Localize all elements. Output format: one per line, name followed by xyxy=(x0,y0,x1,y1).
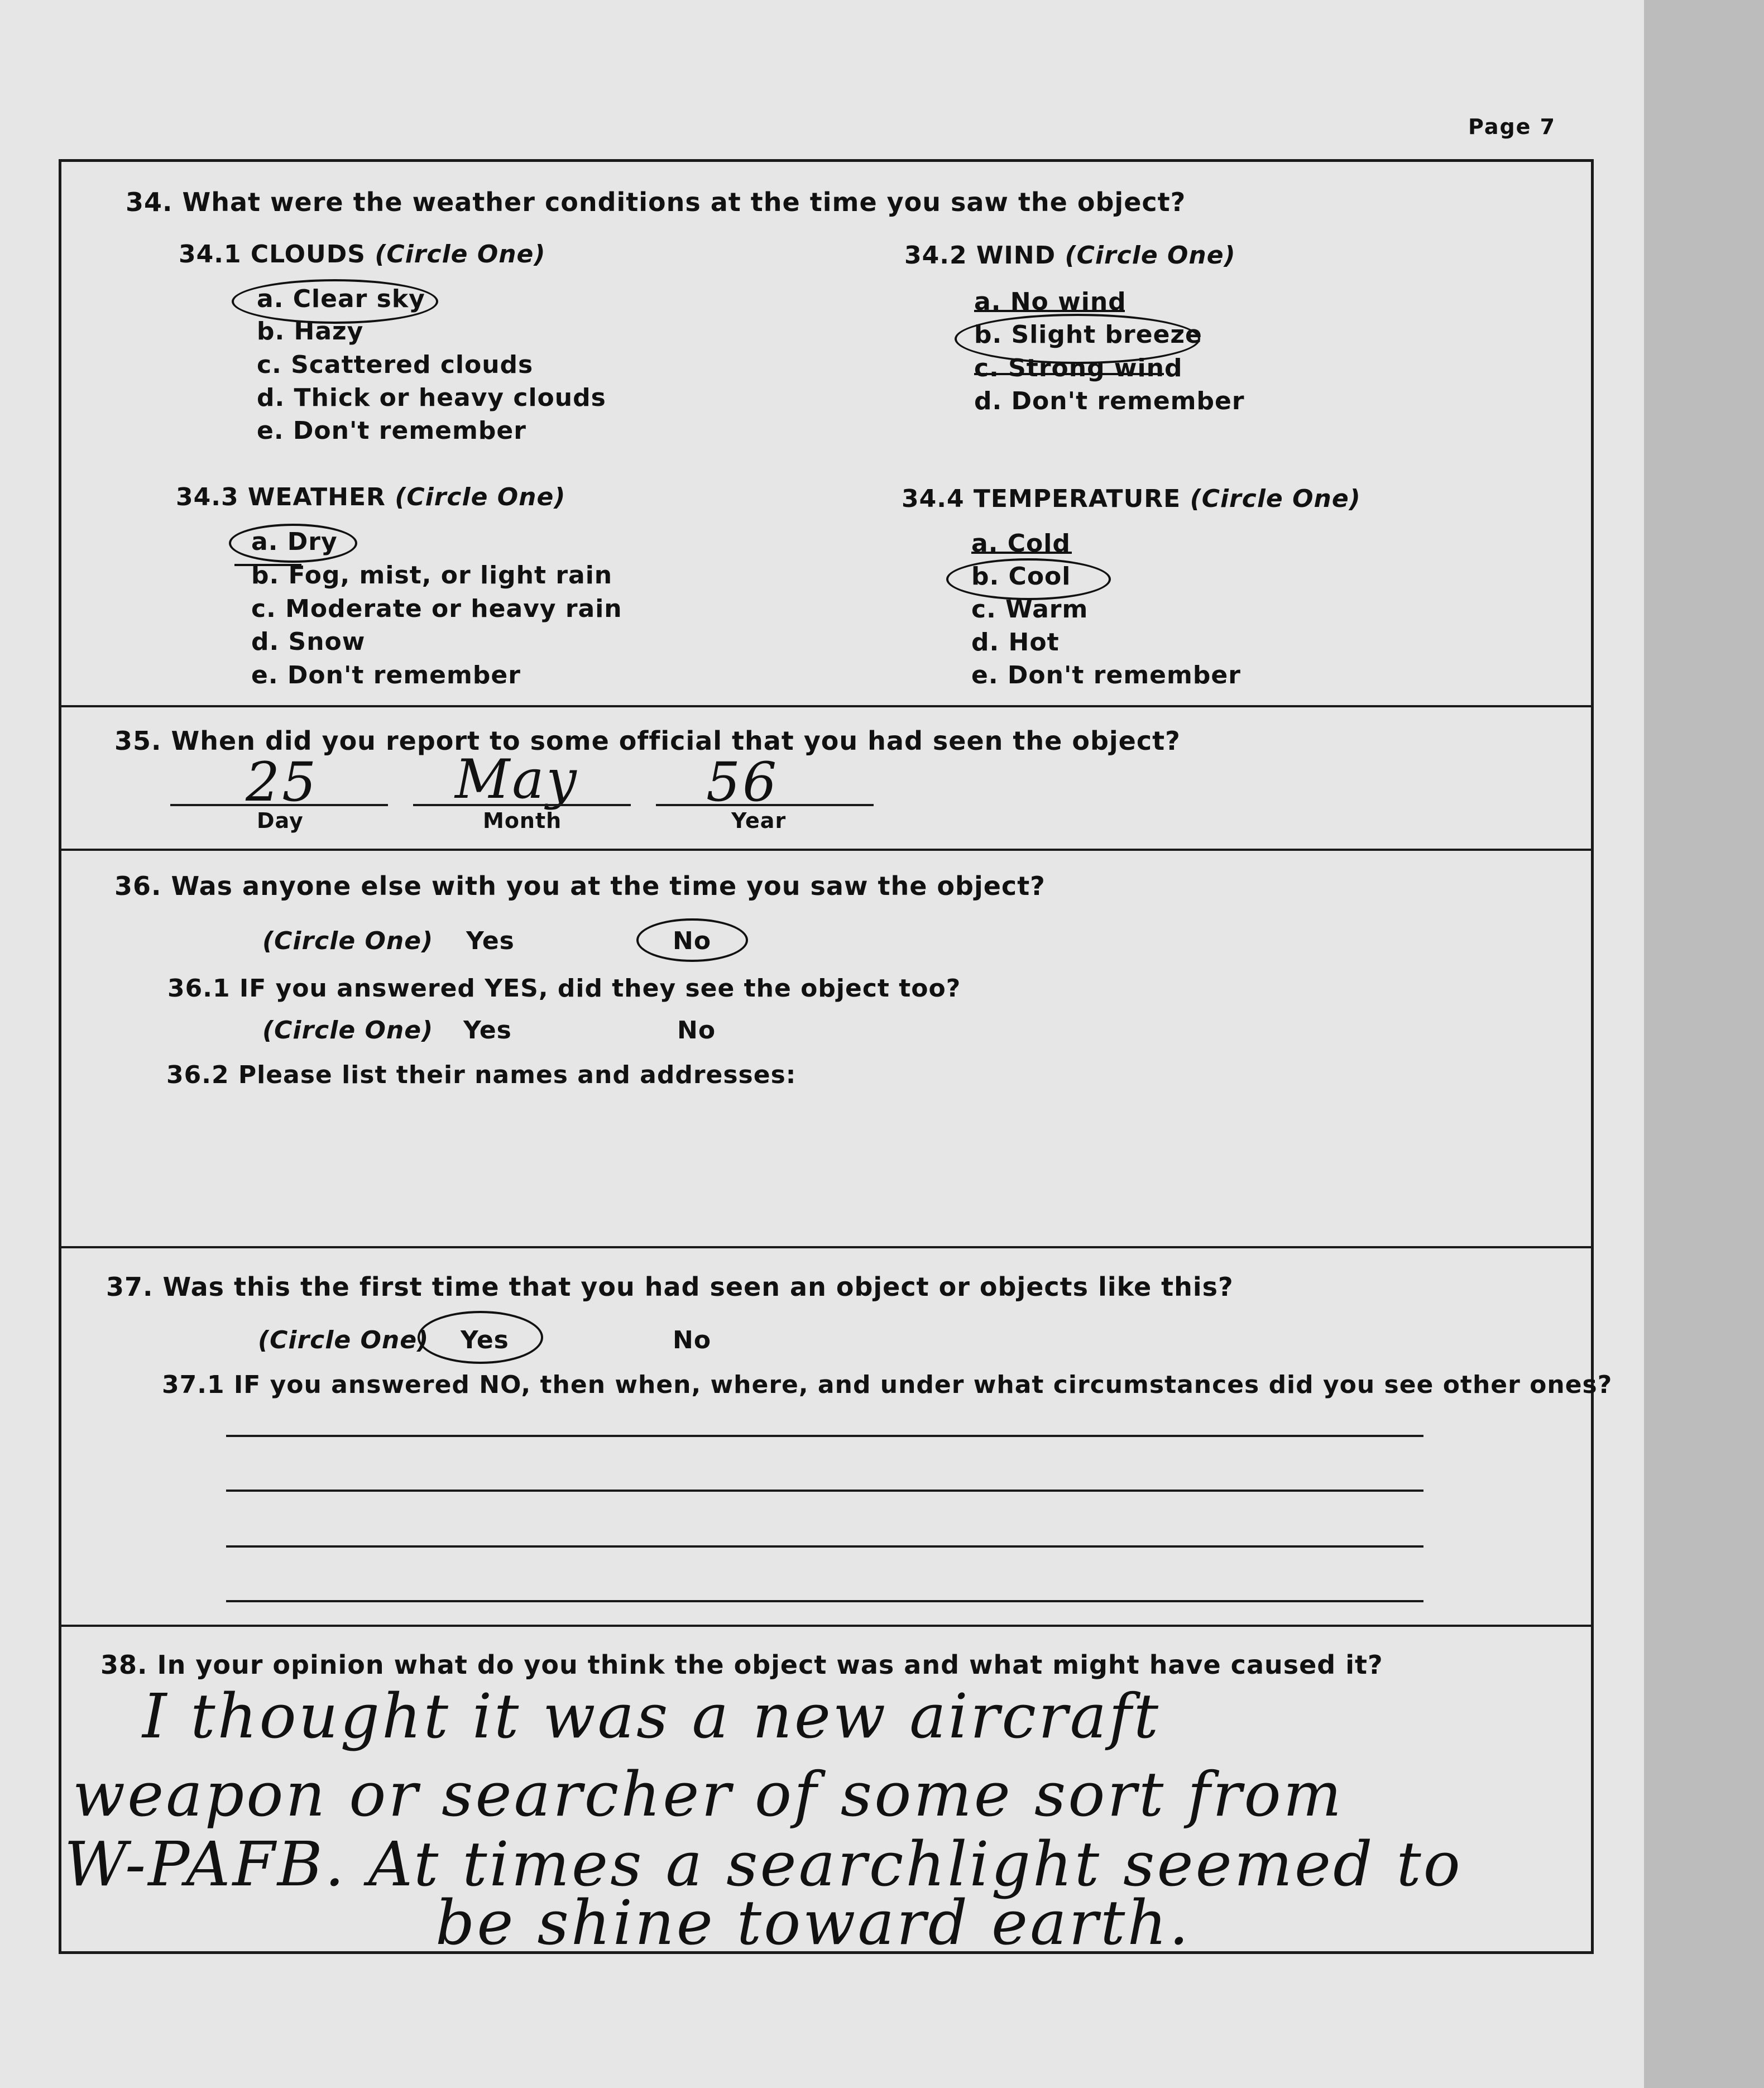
clouds-title-text: 34.1 CLOUDS xyxy=(179,240,366,269)
question-37: 37. Was this the first time that you had seen an object or objects like this? xyxy=(106,1272,1234,1302)
temperature-note: (Circle One) xyxy=(1190,485,1361,513)
wind-option-a[interactable]: a. No wind xyxy=(974,288,1127,316)
q36-circle-one: (Circle One) xyxy=(262,927,434,955)
wind-strike-c xyxy=(974,373,1164,375)
wind-option-c[interactable]: c. Strong wind xyxy=(974,354,1183,382)
clouds-note: (Circle One) xyxy=(375,240,546,269)
temperature-selection-circle xyxy=(946,558,1111,600)
clouds-option-e[interactable]: e. Don't remember xyxy=(257,416,526,445)
weather-option-d[interactable]: d. Snow xyxy=(251,628,366,656)
wind-option-b[interactable]: b. Slight breeze xyxy=(974,320,1202,349)
temperature-option-d[interactable]: d. Hot xyxy=(971,628,1060,657)
clouds-option-d[interactable]: d. Thick or heavy clouds xyxy=(257,384,606,412)
divider-37-38 xyxy=(59,1625,1594,1627)
temperature-option-e[interactable]: e. Don't remember xyxy=(971,661,1241,689)
q36-1-circle-one: (Circle One) xyxy=(262,1016,434,1045)
question-36-1: 36.1 IF you answered YES, did they see the object too? xyxy=(167,974,961,1003)
clouds-title xyxy=(179,240,546,269)
year-line xyxy=(656,804,874,806)
scan-margin xyxy=(1644,0,1764,2088)
temperature-title xyxy=(902,485,1361,513)
month-label: Month xyxy=(483,808,562,833)
question-34: 34. What were the weather conditions at the time you saw the object? xyxy=(126,187,1186,217)
report-month-value[interactable]: May xyxy=(455,748,579,811)
q36-selection-circle xyxy=(636,918,748,962)
wind-strike-a xyxy=(974,310,1125,312)
divider-35-36 xyxy=(59,849,1594,851)
weather-title xyxy=(176,483,565,511)
weather-note: (Circle One) xyxy=(395,483,566,511)
q36-1-no-option[interactable]: No xyxy=(677,1016,716,1045)
temperature-option-c[interactable]: c. Warm xyxy=(971,595,1089,624)
weather-option-b[interactable]: b. Fog, mist, or light rain xyxy=(251,561,613,590)
temperature-option-a[interactable]: a. Cold xyxy=(971,529,1071,558)
report-year-value[interactable]: 56 xyxy=(706,751,779,813)
page-number: Page 7 xyxy=(1468,114,1556,139)
q37-answer-line-2[interactable] xyxy=(226,1490,1423,1492)
q36-no-option[interactable]: No xyxy=(673,927,712,955)
weather-option-c[interactable]: c. Moderate or heavy rain xyxy=(251,595,622,623)
q38-answer-line-3[interactable]: W-PAFB. At times a searchlight seemed to xyxy=(64,1828,1463,1900)
divider-36-37 xyxy=(59,1246,1594,1248)
day-line xyxy=(170,804,388,806)
question-36-2: 36.2 Please list their names and addresses: xyxy=(166,1061,797,1089)
report-day-value[interactable]: 25 xyxy=(246,751,319,813)
question-38: 38. In your opinion what do you think the object was and what might have caused it? xyxy=(100,1650,1383,1680)
temperature-title-text: 34.4 TEMPERATURE xyxy=(902,485,1181,513)
year-label: Year xyxy=(731,808,787,833)
wind-selection-circle xyxy=(955,314,1200,364)
q36-yes-option[interactable]: Yes xyxy=(466,927,515,955)
q37-answer-line-1[interactable] xyxy=(226,1435,1423,1437)
question-36: 36. Was anyone else with you at the time you saw the object? xyxy=(114,871,1046,901)
wind-option-d[interactable]: d. Don't remember xyxy=(974,387,1245,415)
wind-note: (Circle One) xyxy=(1065,241,1236,270)
divider-34-35 xyxy=(59,705,1594,707)
weather-option-e[interactable]: e. Don't remember xyxy=(251,661,521,689)
q37-circle-one: (Circle One) xyxy=(258,1326,429,1354)
question-37-1: 37.1 IF you answered NO, then when, where, and under what circumstances did you see other ones? xyxy=(162,1371,1613,1399)
weather-option-a[interactable]: a. Dry xyxy=(251,528,338,556)
temperature-option-b[interactable]: b. Cool xyxy=(971,562,1071,591)
month-line xyxy=(413,804,631,806)
q37-no-option[interactable]: No xyxy=(673,1326,712,1354)
question-35: 35. When did you report to some official that you had seen the object? xyxy=(114,726,1181,756)
q38-answer-line-4[interactable]: be shine toward earth. xyxy=(435,1887,1191,1958)
q38-answer-line-1[interactable]: I thought it was a new aircraft xyxy=(142,1680,1161,1752)
day-label: Day xyxy=(257,808,304,833)
q38-answer-line-2[interactable]: weapon or searcher of some sort from xyxy=(73,1759,1344,1830)
weather-selection-circle xyxy=(229,524,357,563)
temperature-strike-a xyxy=(971,552,1072,554)
clouds-selection-circle xyxy=(232,279,438,324)
wind-title-text: 34.2 WIND xyxy=(904,241,1056,270)
q37-yes-option[interactable]: Yes xyxy=(461,1326,509,1354)
q36-1-yes-option[interactable]: Yes xyxy=(463,1016,512,1045)
weather-title-text: 34.3 WEATHER xyxy=(176,483,386,511)
clouds-option-a[interactable]: a. Clear sky xyxy=(257,285,425,313)
wind-title xyxy=(904,241,1236,270)
clouds-option-b[interactable]: b. Hazy xyxy=(257,317,364,346)
clouds-option-c[interactable]: c. Scattered clouds xyxy=(257,351,534,379)
q37-answer-line-4[interactable] xyxy=(226,1600,1423,1602)
weather-strike-b xyxy=(234,564,301,566)
q37-answer-line-3[interactable] xyxy=(226,1545,1423,1548)
q37-selection-circle xyxy=(418,1311,543,1364)
